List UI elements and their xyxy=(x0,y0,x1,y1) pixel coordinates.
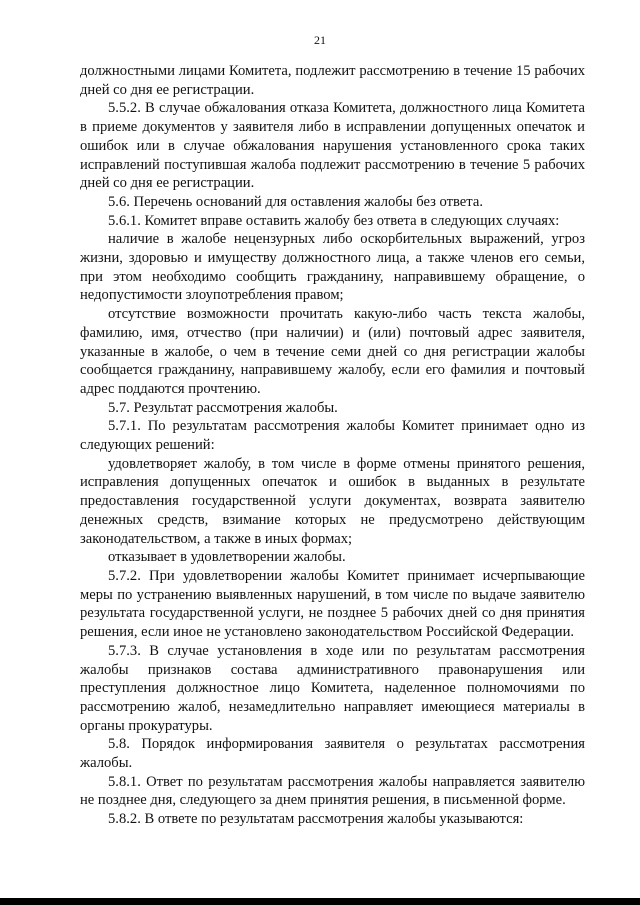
paragraph: 5.8.1. Ответ по результатам рассмотрения жалобы направляется заявителю не позднее дня, следующего за днем принятия решения, в письменной форме. xyxy=(80,773,585,809)
paragraph: должностными лицами Комитета, подлежит рассмотрению в течение 15 рабочих дней со дня ее регистрации. xyxy=(80,63,585,98)
paragraph: 5.8.2. В ответе по результатам рассмотрения жалобы указываются: xyxy=(108,811,524,828)
paragraph: 5.8. Порядок информирования заявителя о результатах рассмотрения жалобы. xyxy=(80,736,585,772)
paragraph: отказывает в удовлетворении жалобы. xyxy=(108,549,346,566)
paragraph: 5.7.3. В случае установления в ходе или по результатам рассмотрения жалобы признаков состава административного правонарушения или преступления должностное лицо Комитета, наделенное полномочиями по рассмотрению жалоб, незамедлительно направляет имеющиеся материалы в органы прокуратуры. xyxy=(80,642,585,734)
paragraph: 5.7.2. При удовлетворении жалобы Комитет принимает исчерпывающие меры по устранению выявленных нарушений, в том числе по выдаче заявителю результата государственной услуги, не позднее 5 рабочих дней со дня принятия решения, если иное не установлено законодательством Российской Федерации. xyxy=(80,567,585,641)
paragraph: 5.6. Перечень оснований для оставления жалобы без ответа. xyxy=(108,193,483,210)
paragraph: удовлетворяет жалобу, в том числе в форме отмены принятого решения, исправления допущенных опечаток и ошибок в выданных в результате предоставления государственной услуги документах, возврата заявителю денежных средств, взимание которых не предусмотрено действующим законодательством, а также в иных формах; xyxy=(80,455,585,547)
paragraph: отсутствие возможности прочитать какую-либо часть текста жалобы, фамилию, имя, отчество (при наличии) и (или) почтовый адрес заявителя, указанные в жалобе, о чем в течение семи дней со дня регистрации жалобы сообщается гражданину, направившему жалобу, если его фамилия и почтовый адрес поддаются прочтению. xyxy=(80,306,585,397)
paragraph: 5.7. Результат рассмотрения жалобы. xyxy=(108,399,338,416)
page-number: 21 xyxy=(314,33,326,47)
document-body xyxy=(80,62,585,829)
paragraph: 5.7.1. По результатам рассмотрения жалобы Комитет принимает одно из следующих решений: xyxy=(80,418,585,454)
paragraph: 5.6.1. Комитет вправе оставить жалобу без ответа в следующих случаях: xyxy=(108,212,560,229)
paragraph: наличие в жалобе нецензурных либо оскорбительных выражений, угроз жизни, здоровью и имуществу должностного лица, а также членов его семьи, при этом необходимо сообщить гражданину, направившему обращение, о недопустимости злоупотребления правом; xyxy=(80,231,585,304)
paragraph: 5.5.2. В случае обжалования отказа Комитета, должностного лица Комитета в приеме документов у заявителя либо в исправлении допущенных опечаток и ошибок или в случае обжалования нарушения установленного срока таких исправлений поступившая жалоба подлежит рассмотрению в течение 5 рабочих дней со дня ее регистрации. xyxy=(80,100,585,192)
scan-edge-bar xyxy=(0,898,640,905)
